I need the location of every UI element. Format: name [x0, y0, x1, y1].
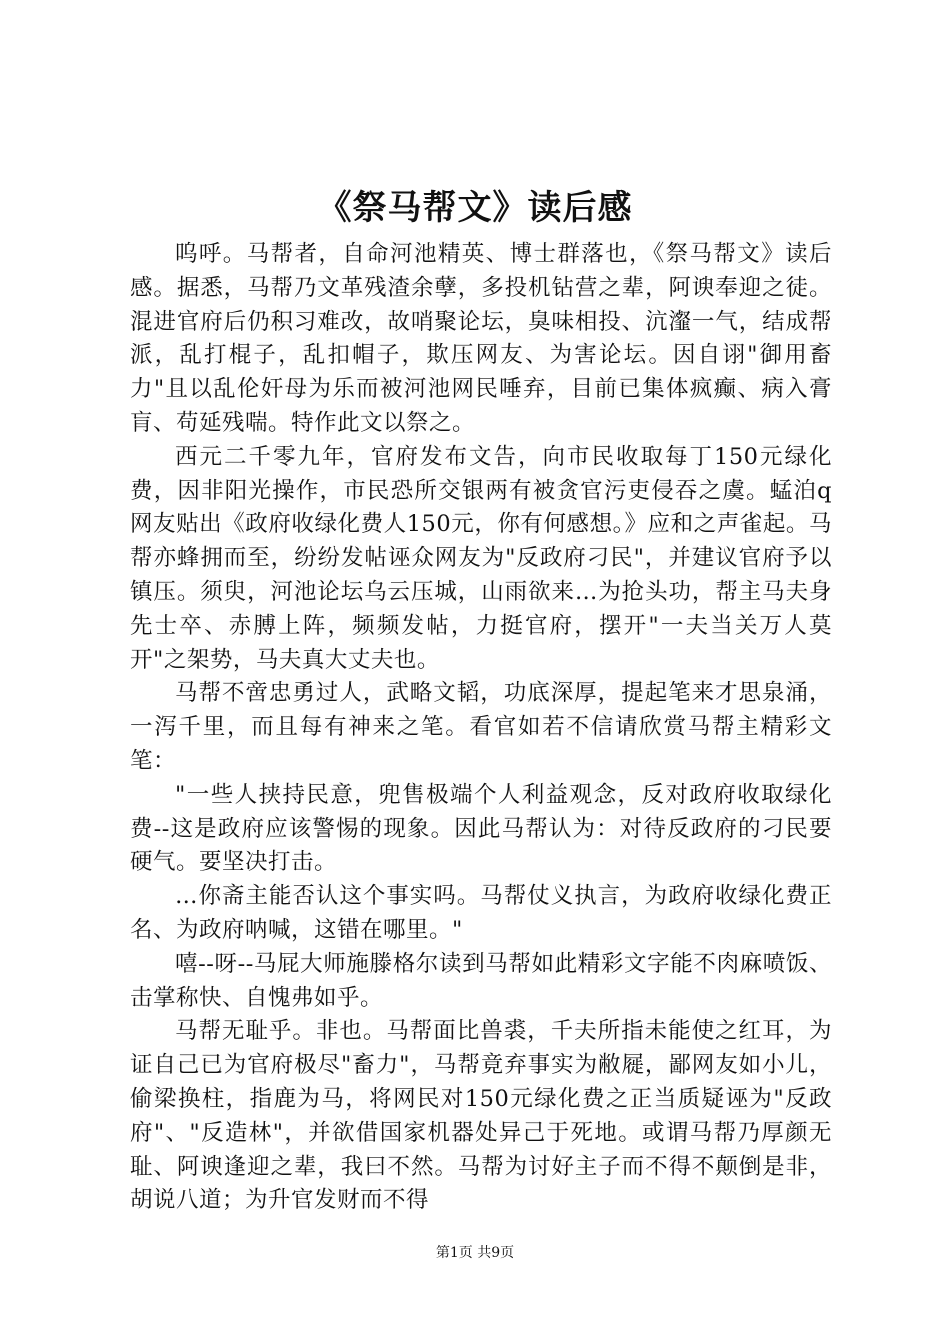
paragraph-7: 马帮无耻乎。非也。马帮面比兽裘，千夫所指未能使之红耳，为证自己已为官府极尽"畜力"，马帮竟弃事实为敝屣，鄙网友如小儿，偷梁换柱，指鹿为马，将网民对150元绿化费之正当质疑诬为"反政府"、"反造林"，并欲借国家机器处异己于死地。或谓马帮乃厚颜无耻、阿谀逢迎之辈，我曰不然。马帮为讨好主子而不得不颠倒是非，胡说八道；为升官发财而不得	[130, 1018, 832, 1214]
paragraph-quote-1: "一些人挟持民意，兜售极端个人利益观念，反对政府收取绿化费--这是政府应该警惕的现象。因此马帮认为：对待反政府的刁民要硬气。要坚决打击。	[130, 781, 832, 876]
paragraph-2: 西元二千零九年，官府发布文告，向市民收取每丁150元绿化费，因非阳光操作，市民恐所交银两有被贪官污吏侵吞之虞。蜢泊q网友贴出《政府收绿化费人150元，你有何感想。》应和之声雀起。马帮亦蜂拥而至，纷纷发帖诬众网友为"反政府刁民"，并建议官府予以镇压。须臾，河池论坛乌云压城，山雨欲来…为抢头功，帮主马夫身先士卒、赤膊上阵，频频发帖，力挺官府，摆开"一夫当关万人莫开"之架势，马夫真大丈夫也。	[130, 443, 832, 673]
document-title: 《祭马帮文》读后感	[317, 188, 633, 228]
paragraph-1: 呜呼。马帮者，自命河池精英、博士群落也，《祭马帮文》读后感。据悉，马帮乃文革残渣余孽，多投机钻营之辈，阿谀奉迎之徒。混进官府后仍积习难改，故哨聚论坛，臭味相投、沆瀣一气，结成帮派，乱打棍子，乱扣帽子，欺压网友、为害论坛。因自诩"御用畜力"且以乱伦奸母为乐而被河池网民唾弃，目前已集体疯癫、病入膏肓、苟延残喘。特作此文以祭之。	[130, 241, 832, 436]
paragraph-quote-2: …你斋主能否认这个事实吗。马帮仗义执言，为政府收绿化费正名、为政府呐喊，这错在哪里。"	[130, 883, 832, 943]
document-body	[130, 238, 832, 1218]
page-footer: 第1页 共9页	[435, 1245, 515, 1261]
paragraph-3: 马帮不啻忠勇过人，武略文韬，功底深厚，提起笔来才思泉涌，一泻千里，而且每有神来之笔。看官如若不信请欣赏马帮主精彩文笔：	[130, 680, 832, 774]
paragraph-6: 嘻--呀--马屁大师施滕格尔读到马帮如此精彩文字能不肉麻喷饭、击掌称快、自愧弗如乎。	[130, 950, 832, 1011]
